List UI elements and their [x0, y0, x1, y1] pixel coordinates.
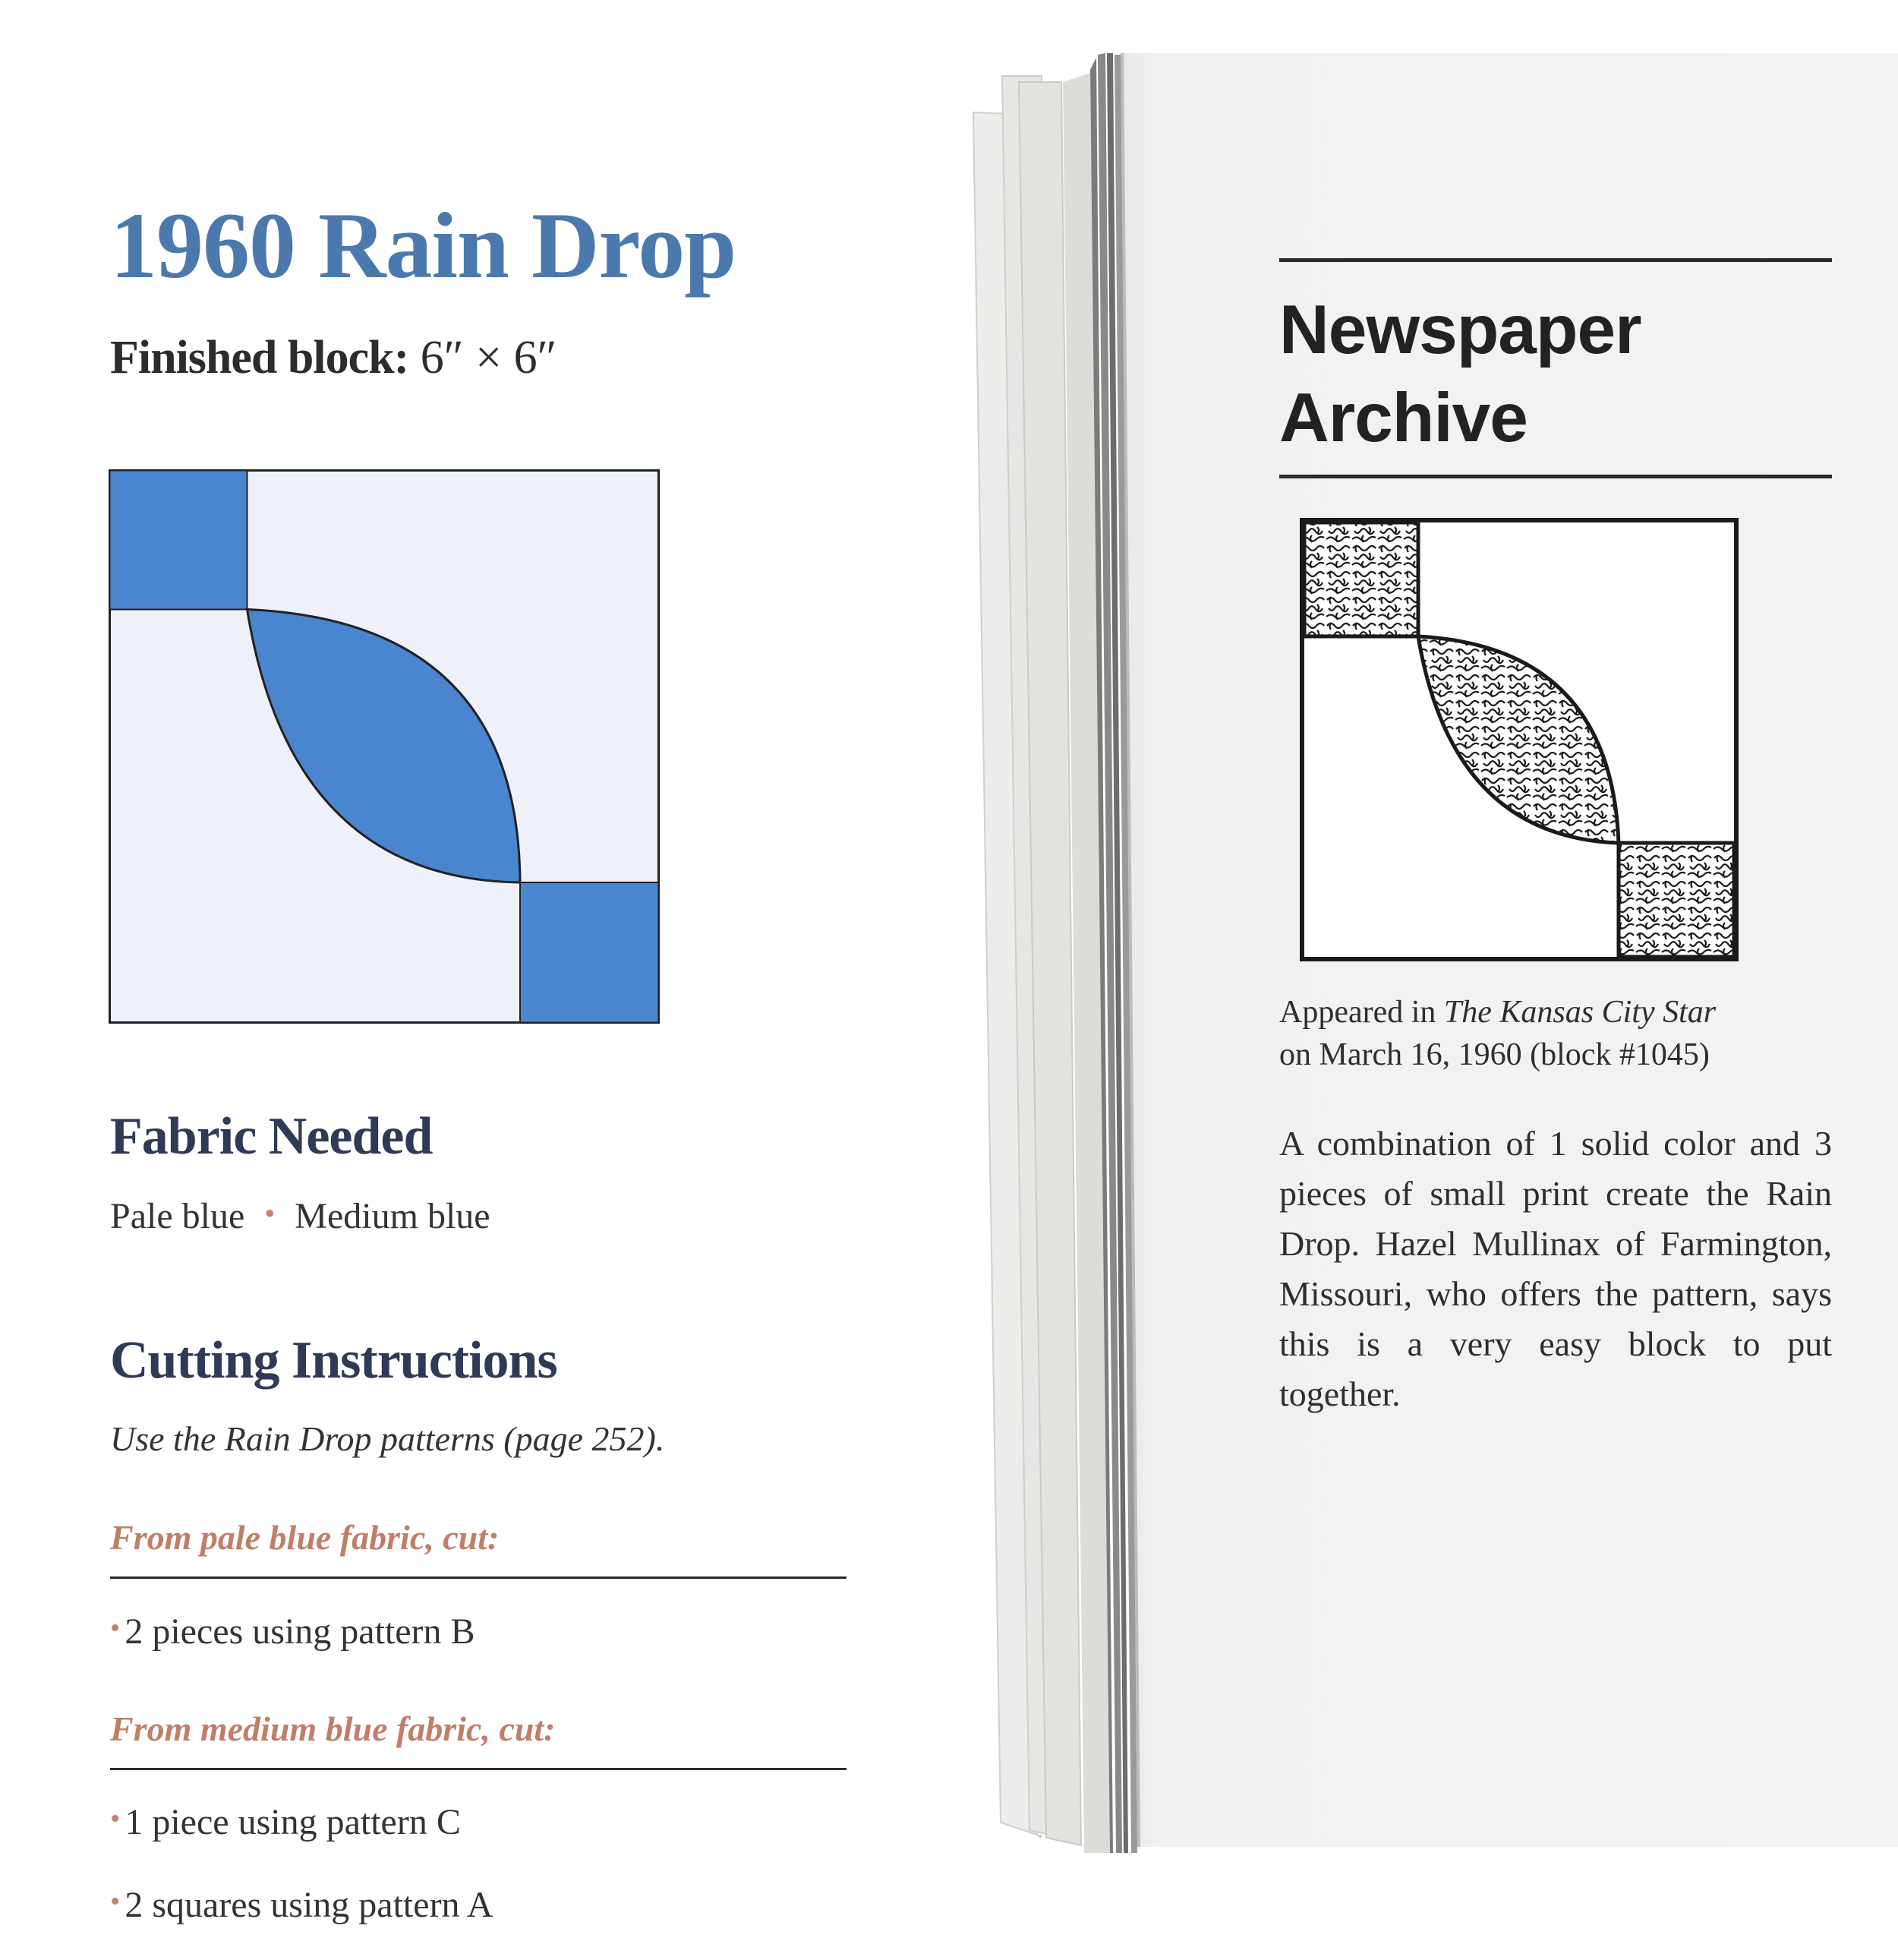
fabric-list — [110, 1198, 490, 1235]
fabric-item: Pale blue — [110, 1196, 245, 1236]
bullet: • — [110, 1886, 121, 1917]
newspaper-block-illustration — [1300, 518, 1739, 961]
bullet: • — [110, 1612, 121, 1644]
corner-square-bottom-right — [520, 882, 659, 1023]
list-item-text: 1 piece using pattern C — [125, 1802, 461, 1842]
archive-rule-top — [1279, 258, 1832, 262]
finished-block-value: 6″ × 6″ — [420, 332, 557, 383]
page-title: 1960 Rain Drop — [110, 194, 736, 298]
bullet: • — [110, 1803, 121, 1835]
caption-date: on March 16, 1960 (block #1045) — [1279, 1037, 1710, 1072]
medium-blue-subhead: From medium blue fabric, cut: — [110, 1712, 847, 1770]
list-item — [110, 1887, 493, 1924]
caption-prefix: Appeared in — [1279, 995, 1436, 1030]
cutting-note: Use the Rain Drop patterns (page 252). — [110, 1419, 665, 1458]
separator-dot: • — [264, 1196, 276, 1230]
archive-heading-line: Archive — [1279, 380, 1528, 457]
archive-heading-line: Newspaper — [1279, 292, 1641, 368]
list-item-text: 2 pieces using pattern B — [125, 1611, 475, 1652]
newspaper-archive-heading — [1279, 286, 1832, 463]
archive-body-text: A combination of 1 solid color and 3 pieces of small print create the Rain Drop. Hazel Mullinax of Farmington, Missouri, who offers the pattern, says this is a very easy block to put together. — [1279, 1124, 1832, 1413]
list-item — [110, 1804, 461, 1841]
caption-source: The Kansas City Star — [1443, 995, 1717, 1030]
archive-caption — [1279, 991, 1716, 1076]
cutting-instructions-heading: Cutting Instructions — [110, 1331, 557, 1390]
block-diagram — [109, 469, 660, 1024]
fabric-item: Medium blue — [295, 1196, 490, 1236]
print-square-bottom-right — [1619, 843, 1734, 957]
finished-block-size — [110, 334, 556, 381]
list-item — [110, 1611, 475, 1652]
corner-square-top-left — [110, 471, 247, 610]
archive-rule-bottom — [1279, 475, 1832, 478]
pale-blue-subhead: From pale blue fabric, cut: — [110, 1520, 847, 1579]
print-square-top-left — [1304, 522, 1418, 636]
finished-block-label: Finished block: — [110, 332, 409, 383]
list-item-text: 2 squares using pattern A — [125, 1885, 493, 1925]
fabric-needed-heading: Fabric Needed — [110, 1107, 433, 1166]
